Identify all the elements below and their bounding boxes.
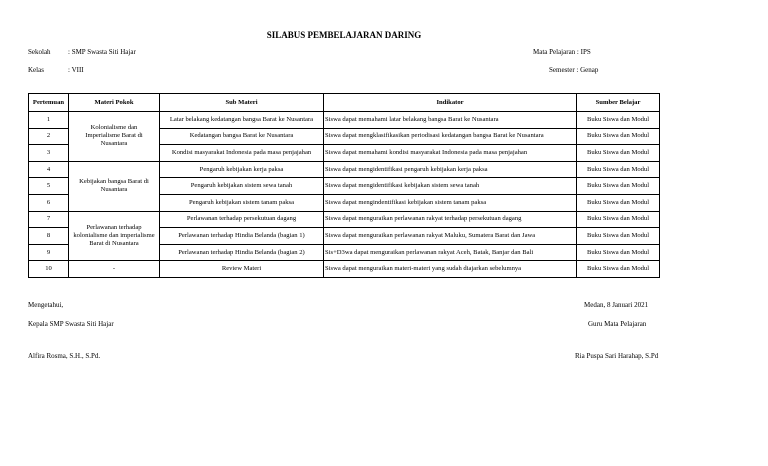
cell-sub-materi: Kondisi masyarakat Indonesia pada masa penjajahan — [160, 145, 324, 162]
table-header-row — [29, 94, 660, 112]
sekolah-label: Sekolah — [28, 48, 51, 56]
cell-sumber-belajar: Buku Siswa dan Modul — [577, 145, 660, 162]
header-sub-materi: Sub Materi — [160, 94, 324, 112]
cell-sumber-belajar: Buku Siswa dan Modul — [577, 161, 660, 178]
cell-sub-materi: Perlawanan terhadap Hindia Belanda (bagian 1) — [160, 228, 324, 245]
cell-sumber-belajar: Buku Siswa dan Modul — [577, 261, 660, 278]
table-row — [29, 112, 660, 129]
cell-materi-pokok: Kebijakan bangsa Barat di Nusantara — [69, 161, 160, 211]
table-row — [29, 161, 660, 178]
cell-indikator: Siswa dapat mengidentifikasi pengaruh kebijakan kerja paksa — [324, 161, 577, 178]
header-pertemuan: Pertemuan — [29, 94, 69, 112]
cell-pertemuan: 7 — [29, 211, 69, 228]
cell-sumber-belajar: Buku Siswa dan Modul — [577, 228, 660, 245]
cell-sub-materi: Pengaruh kebijakan sistem sewa tanah — [160, 178, 324, 195]
cell-indikator: Siswa dapat mengindentifikasi kebijakan sistem tanam paksa — [324, 194, 577, 211]
cell-indikator: Siswa dapat mengklasifikasikan periodisasi kedatangan bangsa Barat ke Nusantara — [324, 128, 577, 145]
cell-sumber-belajar: Buku Siswa dan Modul — [577, 128, 660, 145]
mengetahui-label: Mengetahui, — [28, 301, 64, 309]
cell-materi-pokok: Perlawanan terhadap kolonialisme dan imperialisme Barat di Nusantara — [69, 211, 160, 261]
cell-indikator: Siswa dapat mengidentifikasi kebijakan sistem sewa tanah — [324, 178, 577, 195]
semester: Semester : Genap — [549, 66, 599, 74]
cell-pertemuan: 5 — [29, 178, 69, 195]
document-title: SILABUS PEMBELAJARAN DARING — [266, 30, 422, 40]
cell-pertemuan: 2 — [29, 128, 69, 145]
cell-indikator: Siswa dapat memahami latar belakang bangsa Barat ke Nusantara — [324, 112, 577, 129]
mata-pelajaran: Mata Pelajaran : IPS — [533, 48, 591, 56]
kepala-sekolah-name: Alfira Rosma, S.H., S.Pd. — [28, 352, 101, 360]
cell-sub-materi: Latar belakang kedatangan bangsa Barat ke Nusantara — [160, 112, 324, 129]
header-indikator: Indikator — [324, 94, 577, 112]
cell-sub-materi: Perlawanan terhadap persekutuan dagang — [160, 211, 324, 228]
cell-sub-materi: Pengaruh kebijakan kerja paksa — [160, 161, 324, 178]
cell-pertemuan: 9 — [29, 244, 69, 261]
cell-materi-pokok: Kolonialisme dan Imperialisme Barat di Nusantara — [69, 112, 160, 162]
cell-indikator: Siswa dapat menguraikan perlawanan rakyat terhadap persekutuan dagang — [324, 211, 577, 228]
cell-pertemuan: 1 — [29, 112, 69, 129]
header-materi-pokok: Materi Pokok — [69, 94, 160, 112]
guru-title: Guru Mata Pelajaran — [588, 320, 647, 328]
cell-pertemuan: 6 — [29, 194, 69, 211]
place-date: Medan, 8 Januari 2021 — [584, 301, 649, 309]
cell-sub-materi: Review Materi — [160, 261, 324, 278]
header-sumber-belajar: Sumber Belajar — [577, 94, 660, 112]
cell-sumber-belajar: Buku Siswa dan Modul — [577, 194, 660, 211]
cell-pertemuan: 3 — [29, 145, 69, 162]
table-row — [29, 261, 660, 278]
sekolah-value: : SMP Swasta Siti Hajar — [68, 48, 136, 56]
cell-pertemuan: 8 — [29, 228, 69, 245]
guru-name: Ria Puspa Sari Harahap, S.Pd — [575, 352, 659, 360]
cell-pertemuan: 10 — [29, 261, 69, 278]
kelas-label: Kelas — [28, 66, 44, 74]
cell-sub-materi: Perlawanan terhadap Hindia Belanda (bagian 2) — [160, 244, 324, 261]
syllabus-table — [28, 93, 660, 278]
kelas-value: : VIII — [68, 66, 84, 74]
cell-indikator: Siswa dapat menguraikan materi-materi yang sudah diajarkan sebelumnya — [324, 261, 577, 278]
cell-materi-pokok: - — [69, 261, 160, 278]
kepala-sekolah-title: Kepala SMP Swasta Siti Hajar — [28, 320, 114, 328]
cell-sub-materi: Pengaruh kebijakan sistem tanam paksa — [160, 194, 324, 211]
cell-indikator: Sis+D3wa dapat menguraikan perlawanan rakyat Aceh, Batak, Banjar dan Bali — [324, 244, 577, 261]
cell-sumber-belajar: Buku Siswa dan Modul — [577, 178, 660, 195]
cell-sumber-belajar: Buku Siswa dan Modul — [577, 112, 660, 129]
cell-sub-materi: Kedatangan bangsa Barat ke Nusantara — [160, 128, 324, 145]
cell-sumber-belajar: Buku Siswa dan Modul — [577, 244, 660, 261]
cell-pertemuan: 4 — [29, 161, 69, 178]
cell-indikator: Siswa dapat memahami kondisi masyarakat Indonesia pada masa penjajahan — [324, 145, 577, 162]
cell-indikator: Siswa dapat menguraikan perlawanan rakyat Maluku, Sumatera Barat dan Jawa — [324, 228, 577, 245]
table-row — [29, 211, 660, 228]
cell-sumber-belajar: Buku Siswa dan Modul — [577, 211, 660, 228]
